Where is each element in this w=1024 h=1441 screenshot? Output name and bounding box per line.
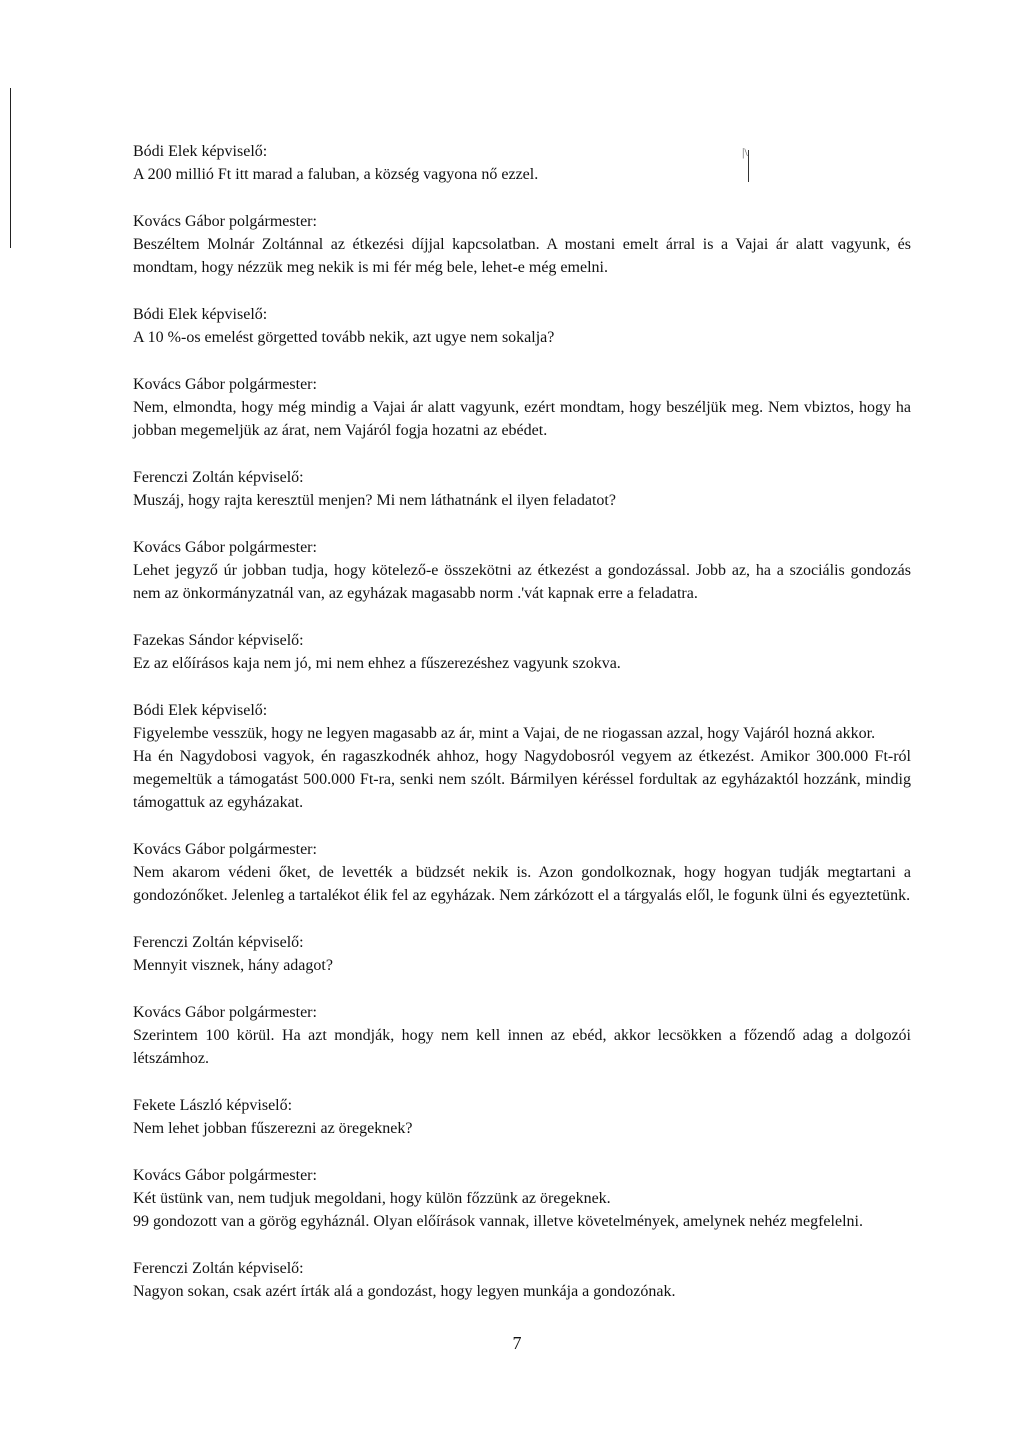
speech-paragraph: Nem, elmondta, hogy még mindig a Vajai ár alatt vagyunk, ezért mondtam, hogy beszéljük meg. Nem vbiztos, hogy ha jobban megemeljük az árat, nem Vajáról fogja hozatni az ebédet. <box>133 399 911 439</box>
speech-paragraph: Muszáj, hogy rajta keresztül menjen? Mi nem láthatnánk el ilyen feladatot? <box>133 492 616 509</box>
speech-paragraph: Lehet jegyző úr jobban tudja, hogy kötelező-e összekötni az étkezést a gondozással. Jobb az, ha a szociális gondozás nem az önkormányzatnál van, az egyházak magasabb norm .'vát kapnak erre a feladatra. <box>133 562 911 602</box>
speaker-label: Bódi Elek képviselő: <box>133 143 268 160</box>
speaker-block <box>133 630 911 675</box>
speaker-label: Kovács Gábor polgármester: <box>133 1004 317 1021</box>
speech-paragraph: Nem lehet jobban fűszerezni az öregeknek? <box>133 1120 413 1137</box>
speaker-block <box>133 1002 911 1070</box>
speech-paragraph: Mennyit visznek, hány adagot? <box>133 957 333 974</box>
speaker-label: Kovács Gábor polgármester: <box>133 841 317 858</box>
speech-paragraph: Figyelembe vesszük, hogy ne legyen magasabb az ár, mint a Vajai, de ne riogassan azzal, hogy Vajáról hozná akkor. <box>133 725 876 742</box>
speech-paragraph: Ha én Nagydobosi vagyok, én ragaszkodnék ahhoz, hogy Nagydobosról vegyem az étkezést. Amikor 300.000 Ft-ról megemeltük a támogatást 500.000 Ft-ra, senki nem szólt. Bármilyen kéréssel fordultak az egyházaktól hozzánk, mindig támogattuk az egyházakat. <box>133 748 911 811</box>
speaker-block <box>133 374 911 442</box>
speaker-block <box>133 700 911 814</box>
scan-corner-glyph: |\ <box>742 145 748 159</box>
speaker-label: Ferenczi Zoltán képviselő: <box>133 934 304 951</box>
speaker-block <box>133 211 911 279</box>
speaker-block <box>133 537 911 605</box>
speaker-label: Kovács Gábor polgármester: <box>133 1167 317 1184</box>
speech-paragraph: Nem akarom védeni őket, de levették a büdzsét nekik is. Azon gondolkoznak, hogy hogyan tudják megtartani a gondozónőket. Jelenleg a tartalékot élik fel az egyházak. Nem zárkózott el a tárgyalás elől, le fogunk ülni és egyeztetünk. <box>133 864 911 904</box>
speech-paragraph: A 10 %-os emelést görgetted tovább nekik, azt ugye nem sokalja? <box>133 329 555 346</box>
speech-paragraph: Szerintem 100 körül. Ha azt mondják, hogy nem kell innen az ebéd, akkor lecsökken a főzendő adag a dolgozói létszámhoz. <box>133 1027 911 1067</box>
speaker-block <box>133 141 911 186</box>
speaker-block <box>133 1095 911 1140</box>
speech-paragraph: Két üstünk van, nem tudjuk megoldani, hogy külön főzzünk az öregeknek. <box>133 1190 611 1207</box>
speaker-block <box>133 1165 911 1233</box>
speaker-block <box>133 1258 911 1303</box>
speaker-label: Kovács Gábor polgármester: <box>133 539 317 556</box>
speech-paragraph: 99 gondozott van a görög egyháznál. Olyan előírások vannak, illetve követelmények, amelynek nehéz megfelelni. <box>133 1213 863 1230</box>
speaker-label: Kovács Gábor polgármester: <box>133 376 317 393</box>
speaker-label: Fazekas Sándor képviselő: <box>133 632 304 649</box>
page-number: 7 <box>512 1333 522 1353</box>
speaker-block <box>133 467 911 512</box>
speaker-block <box>133 839 911 907</box>
speech-paragraph: Beszéltem Molnár Zoltánnal az étkezési díjjal kapcsolatban. A mostani emelt árral is a Vajai ár alatt vagyunk, és mondtam, hogy nézzük meg nekik is mi fér még bele, lehet-e még emelni. <box>133 236 911 276</box>
speaker-label: Bódi Elek képviselő: <box>133 306 268 323</box>
speech-paragraph: Nagyon sokan, csak azért írták alá a gondozást, hogy legyen munkája a gondozónak. <box>133 1283 676 1300</box>
speech-paragraph: A 200 millió Ft itt marad a faluban, a község vagyona nő ezzel. <box>133 166 539 183</box>
speaker-label: Ferenczi Zoltán képviselő: <box>133 469 304 486</box>
speech-paragraph: Ez az előírásos kaja nem jó, mi nem ehhez a fűszerezéshez vagyunk szokva. <box>133 655 621 672</box>
speaker-label: Ferenczi Zoltán képviselő: <box>133 1260 304 1277</box>
minutes-body <box>133 141 911 1328</box>
speaker-label: Bódi Elek képviselő: <box>133 702 268 719</box>
speaker-block <box>133 932 911 977</box>
scan-margin-line <box>10 88 11 248</box>
speaker-label: Fekete László képviselő: <box>133 1097 293 1114</box>
speaker-block <box>133 304 911 349</box>
speaker-label: Kovács Gábor polgármester: <box>133 213 317 230</box>
